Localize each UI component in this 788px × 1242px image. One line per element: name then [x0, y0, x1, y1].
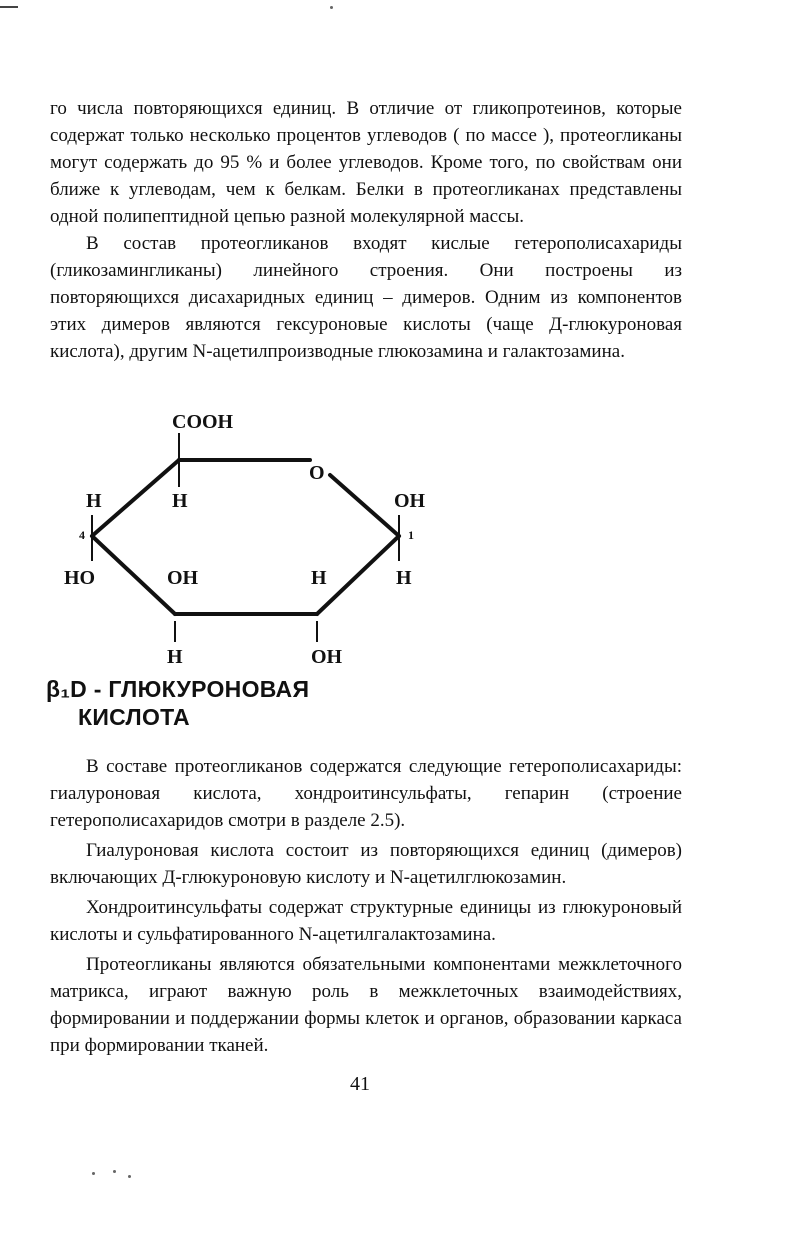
- page-number: 41: [350, 1073, 370, 1095]
- bond-c4-c5: [92, 460, 179, 536]
- c2-bottom-label: H: [311, 567, 327, 589]
- structure-caption-line-2: КИСЛОТА: [78, 704, 190, 730]
- c3-bottom-label: OH: [167, 567, 199, 589]
- carbon-1-number: 1: [408, 528, 414, 542]
- ring-oxygen-label: O: [309, 462, 325, 484]
- bond-c1-c2: [317, 536, 399, 614]
- c3-below-label: H: [167, 646, 183, 668]
- paragraph: Хондроитинсульфаты содержат структурные единицы из глюкуроновый кислоты и сульфатированного N-ацетилгалактозамина.: [50, 897, 682, 945]
- paragraph: В составе протеогликанов содержатся следующие гетерополисахариды: гиалуроновая кислота, хондроитинсульфаты, гепарин (строение гетерополисахаридов смотри в разделе 2.5).: [50, 756, 682, 831]
- scan-speck: [330, 6, 333, 9]
- bond-c3-c4: [92, 536, 175, 614]
- paragraph: В состав протеогликанов входят кислые гетерополисахариды (гликозамингликаны) линейного строения. Они построены из повторяющихся дисахаридных единиц – димеров. Одним из компонентов этих димеров являются гексуроновые кислоты (чаще Д-глюкуроновая кислота), другим N-ацетилпроизводные глюкозамина и галактозамина.: [50, 233, 682, 362]
- substituent-bonds: [92, 433, 399, 642]
- bond-o-c1: [330, 475, 399, 536]
- c4-top-label: H: [86, 490, 102, 512]
- paragraph: го числа повторяющихся единиц. В отличие от гликопротеинов, которые содержат только несколько процентов углеводов ( по массе ), протеогликаны могут содержать до 95 % и более углеводов. Кроме того, по свойствам они ближе к углеводам, чем к белкам. Белки в протеогликанах представлены одной полипептидной цепью разной молекулярной массы.: [50, 98, 682, 227]
- c1-bottom-label: H: [396, 567, 412, 589]
- scan-speck: [113, 1170, 116, 1173]
- c2-below-label: OH: [311, 646, 343, 668]
- paragraph: Гиалуроновая кислота состоит из повторяющихся единиц (димеров) включающих Д-глюкуроновую кислоту и N-ацетилглюкозамин.: [50, 840, 682, 888]
- structure-caption-line-1: β₁D - ГЛЮКУРОНОВАЯ: [46, 676, 310, 702]
- scan-speck: [92, 1172, 95, 1175]
- text-block-top: [50, 95, 682, 365]
- scan-speck: [128, 1175, 131, 1178]
- scan-edge-mark: [0, 6, 18, 8]
- c4-bottom-label: HO: [64, 567, 96, 589]
- ring-bonds: [92, 460, 399, 614]
- cooh-label: COOH: [172, 411, 234, 433]
- carbon-4-number: 4: [79, 528, 85, 542]
- c1-top-label: OH: [394, 490, 426, 512]
- text-block-bottom: [50, 753, 682, 1059]
- paragraph: Протеогликаны являются обязательными компонентами межклеточного матрикса, играют важную роль в межклеточных взаимодействиях, формировании и поддержании формы клеток и органов, образовании каркаса при формировании тканей.: [50, 954, 682, 1056]
- c5-top-label: H: [172, 490, 188, 512]
